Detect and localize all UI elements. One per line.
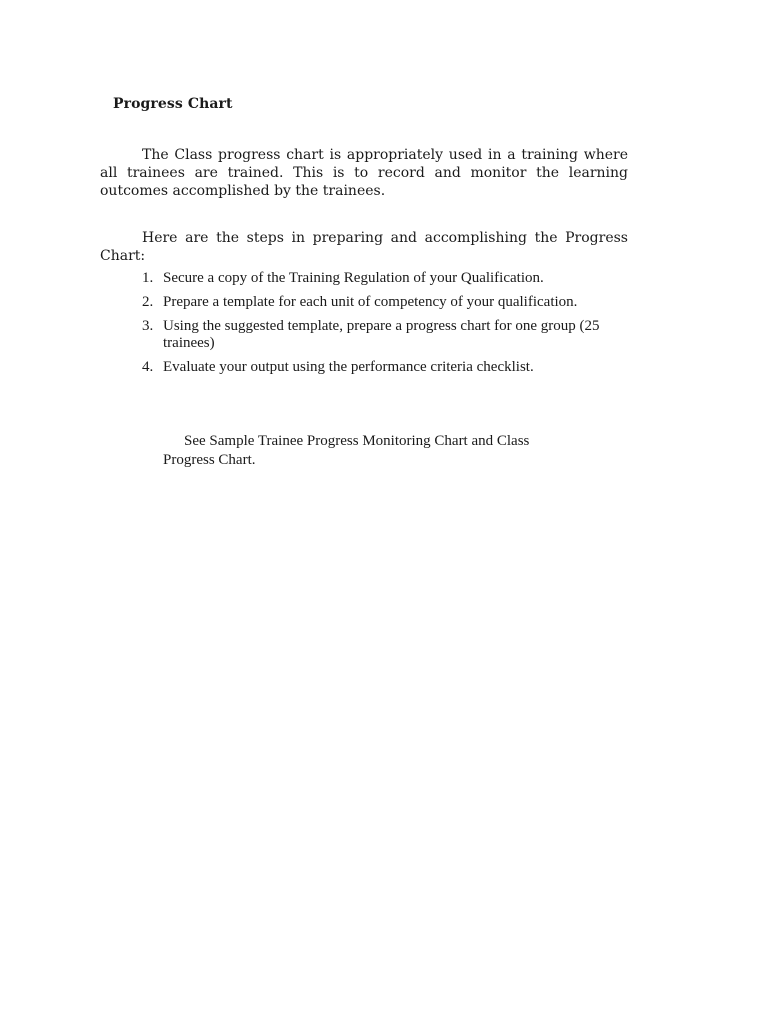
- step-text: Evaluate your output using the performance criteria checklist.: [163, 359, 534, 375]
- page-title: Progress Chart: [113, 96, 233, 112]
- steps-list: [100, 270, 630, 383]
- step-text: Prepare a template for each unit of competency of your qualification.: [163, 294, 578, 310]
- list-item: [100, 359, 630, 376]
- step-number: 1.: [142, 270, 154, 286]
- step-number: 4.: [142, 359, 154, 375]
- list-item: [100, 270, 630, 287]
- list-item: [100, 318, 630, 352]
- step-text: Using the suggested template, prepare a progress chart for one group (25 trainees): [163, 318, 600, 351]
- intro-paragraph: The Class progress chart is appropriately used in a training where all trainees are trained. This is to record and monitor the learning outcomes accomplished by the trainees.: [100, 147, 628, 199]
- steps-intro-paragraph: Here are the steps in preparing and accomplishing the Progress Chart:: [100, 230, 628, 264]
- step-number: 2.: [142, 294, 154, 310]
- step-text: Secure a copy of the Training Regulation of your Qualification.: [163, 270, 544, 286]
- step-number: 3.: [142, 318, 154, 334]
- reference-note: See Sample Trainee Progress Monitoring Chart and Class Progress Chart.: [163, 433, 530, 468]
- list-item: [100, 294, 630, 311]
